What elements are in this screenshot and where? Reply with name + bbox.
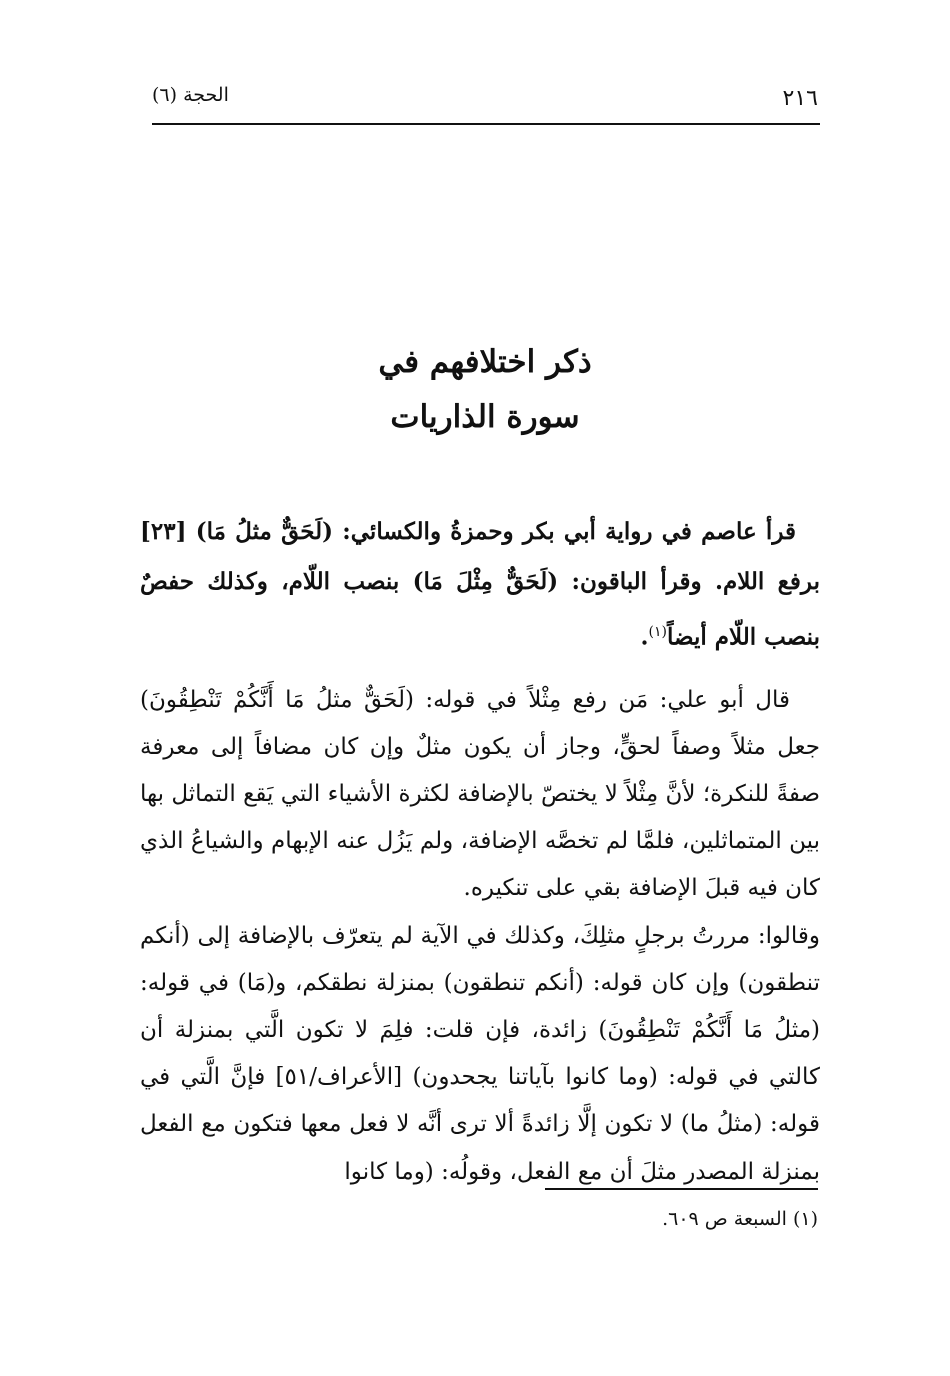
footnote-divider: [545, 1188, 818, 1190]
footnote-reference: (١): [648, 624, 667, 640]
body-text: [140, 507, 820, 1196]
header-divider: [152, 123, 820, 125]
reading-paragraph: [140, 507, 820, 663]
page-number: ٢١٦: [782, 86, 818, 111]
chapter-title: [150, 335, 820, 445]
commentary-paragraph-1: قال أبو علي: مَن رفع مِثْلاً في قوله: (لَحَقٌّ مثلُ مَا أَنَّكُمْ تَنْطِقُونَ) جعل مثلاً وصفاً لحقٍّ، وجاز أن يكون مثلٌ وإن كان مضافاً إلى معرفة صفةً للنكرة؛ لأنَّ مِثْلاً لا يختصّ بالإضافة لكثرة الأشياء التي يَقع التماثل بها بين المتماثلين، فلمَّا لم تخصَّه الإضافة، ولم يَزُل عنه الإبهام والشياعُ الذي كان فيه قبلَ الإضافة بقي على تنكيره.: [140, 686, 820, 902]
reading-text: قرأ عاصم في رواية أبي بكر وحمزةُ والكسائي: (لَحَقٌّ مثلُ مَا) [٢٣] برفع اللام. وقرأ الباقون: (لَحَقٌّ مِثْلَ مَا) بنصب اللّام، وكذلك حفصٌ بنصب اللّام أيضاً: [140, 518, 820, 651]
footnote: (١) السبعة ص ٦٠٩.: [662, 1208, 818, 1230]
running-header: [150, 80, 820, 116]
chapter-title-line-2: سورة الذاريات: [390, 399, 580, 435]
commentary-paragraph-2: وقالوا: مررتُ برجلٍ مثلِكَ، وكذلك في الآية لم يتعرّف بالإضافة إلى (أنكم تنطقون) وإن كان قوله: (أنكم تنطقون) بمنزلة نطقكم، و(مَا) في قوله: (مثلُ مَا أَنَّكُمْ تَنْطِقُونَ) زائدة، فإن قلت: فلِمَ لا تكون الَّتي بمنزلة أن كالتي في قوله: (وما كانوا بآياتنا يجحدون) [الأعراف/٥١] فإنَّ الَّتي في قوله: (مثلُ ما) لا تكون إلَّا زائدةً ألا ترى أنَّه لا فعل معها فتكون مع الفعل بمنزلة المصدر مثلَ أن مع الفعل، وقولُه: (وما كانوا: [140, 922, 820, 1185]
book-title: الحجة (٦): [152, 84, 229, 106]
reading-end-punct: .: [640, 623, 649, 651]
chapter-title-line-1: ذكر اختلافهم في: [378, 344, 592, 380]
